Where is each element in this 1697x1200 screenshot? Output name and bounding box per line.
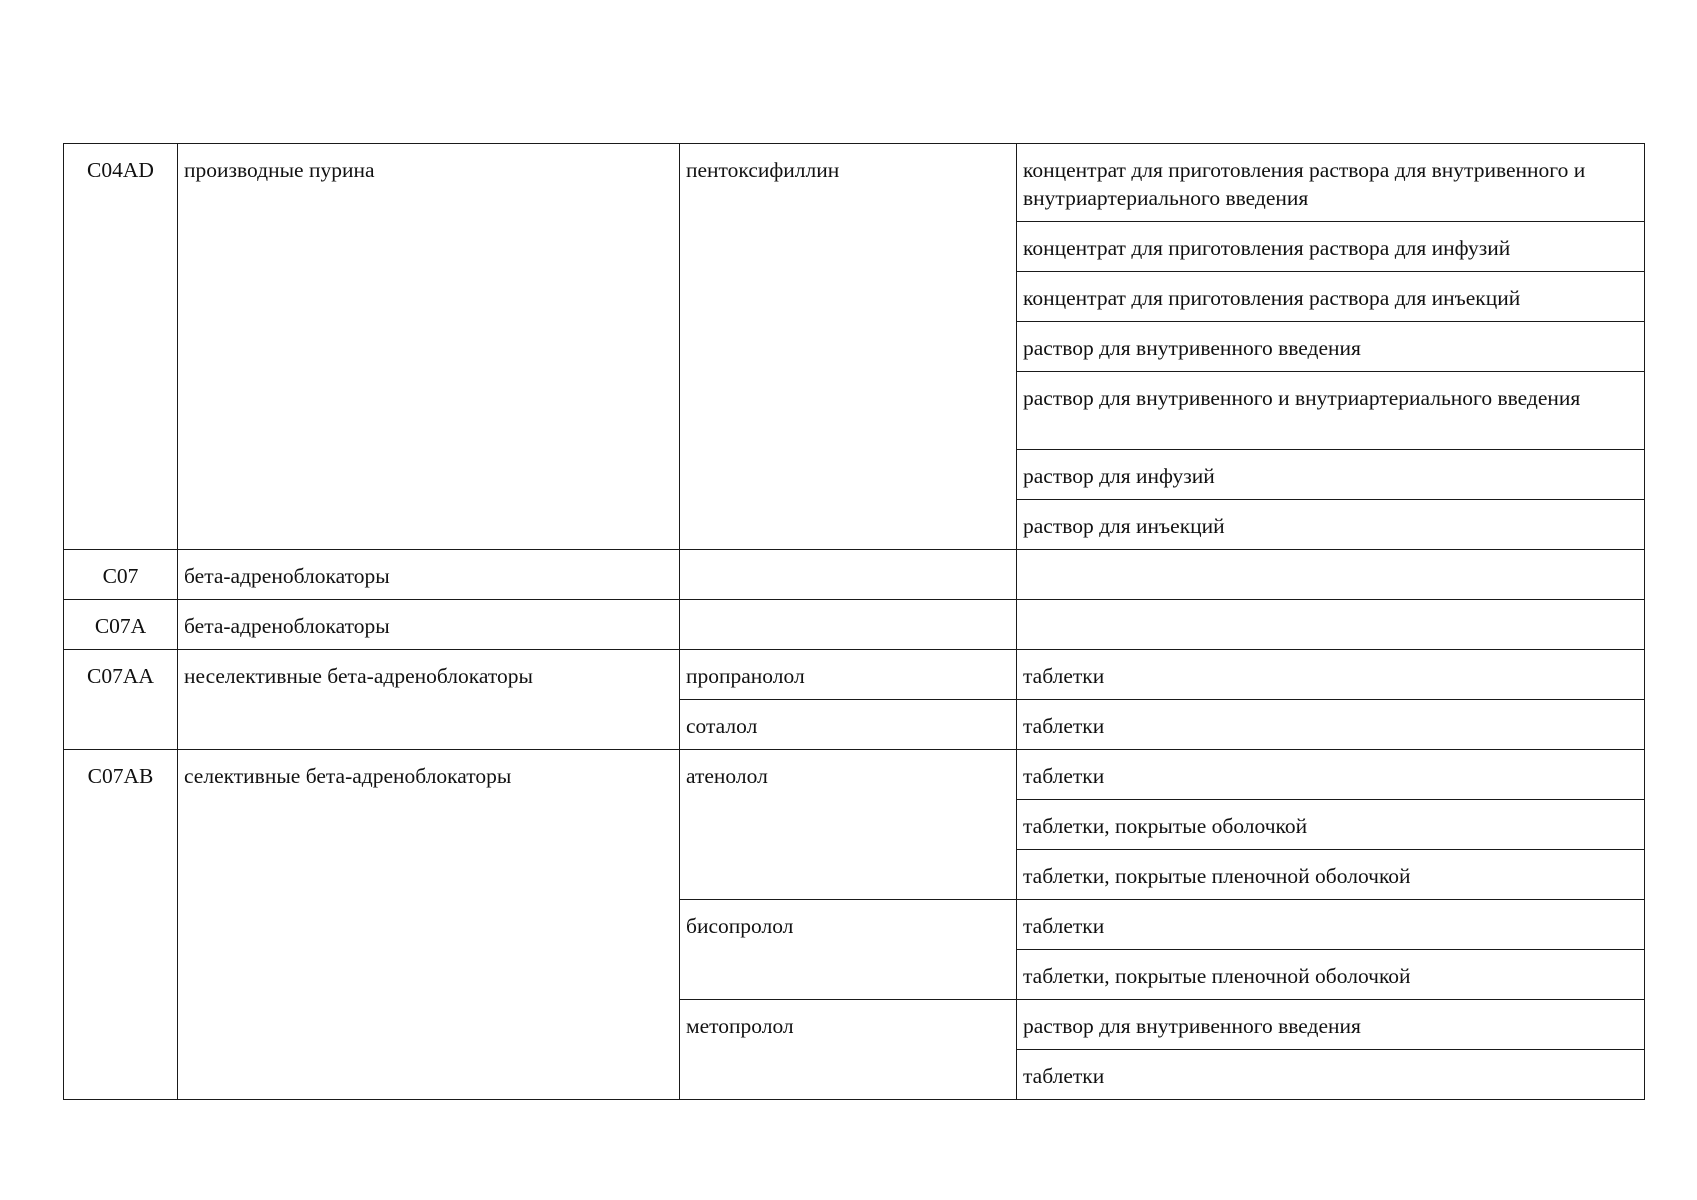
dosage-form-cell: концентрат для приготовления раствора для инфузий	[1017, 222, 1645, 272]
drug-classification-table	[63, 143, 1645, 1100]
dosage-form-cell: таблетки	[1017, 650, 1645, 700]
drug-name-cell: метопролол	[680, 1000, 1017, 1100]
table-row	[64, 750, 1645, 800]
dosage-form-cell: концентрат для приготовления раствора для внутривенного и внутриартериального введения	[1017, 144, 1645, 222]
table-row	[64, 600, 1645, 650]
group-name-cell: производные пурина	[178, 144, 680, 550]
group-name-cell: бета-адреноблокаторы	[178, 600, 680, 650]
dosage-form-cell: таблетки	[1017, 900, 1645, 950]
dosage-form-cell: таблетки, покрытые пленочной оболочкой	[1017, 950, 1645, 1000]
dosage-form-cell	[1017, 550, 1645, 600]
group-name-cell: селективные бета-адреноблокаторы	[178, 750, 680, 1100]
dosage-form-cell: концентрат для приготовления раствора для инъекций	[1017, 272, 1645, 322]
drug-name-cell	[680, 600, 1017, 650]
dosage-form-cell: таблетки	[1017, 700, 1645, 750]
atc-code-cell: C07AB	[64, 750, 178, 1100]
dosage-form-cell: раствор для инфузий	[1017, 450, 1645, 500]
atc-code-cell: C07A	[64, 600, 178, 650]
drug-name-cell: пентоксифиллин	[680, 144, 1017, 550]
dosage-form-cell: таблетки, покрытые оболочкой	[1017, 800, 1645, 850]
group-name-cell: бета-адреноблокаторы	[178, 550, 680, 600]
table-row	[64, 650, 1645, 700]
drug-name-cell	[680, 550, 1017, 600]
dosage-form-cell: таблетки	[1017, 1050, 1645, 1100]
dosage-form-cell	[1017, 600, 1645, 650]
table-row	[64, 144, 1645, 222]
drug-name-cell: атенолол	[680, 750, 1017, 900]
dosage-form-cell: раствор для инъекций	[1017, 500, 1645, 550]
atc-code-cell: C07AA	[64, 650, 178, 750]
dosage-form-cell: таблетки, покрытые пленочной оболочкой	[1017, 850, 1645, 900]
group-name-cell: неселективные бета-адреноблокаторы	[178, 650, 680, 750]
atc-code-cell: C07	[64, 550, 178, 600]
dosage-form-cell: раствор для внутривенного введения	[1017, 322, 1645, 372]
dosage-form-cell: таблетки	[1017, 750, 1645, 800]
drug-name-cell: бисопролол	[680, 900, 1017, 1000]
table-row	[64, 550, 1645, 600]
dosage-form-cell: раствор для внутривенного введения	[1017, 1000, 1645, 1050]
atc-code-cell: C04AD	[64, 144, 178, 550]
dosage-form-cell: раствор для внутривенного и внутриартериального введения	[1017, 372, 1645, 450]
drug-name-cell: пропранолол	[680, 650, 1017, 700]
drug-name-cell: соталол	[680, 700, 1017, 750]
